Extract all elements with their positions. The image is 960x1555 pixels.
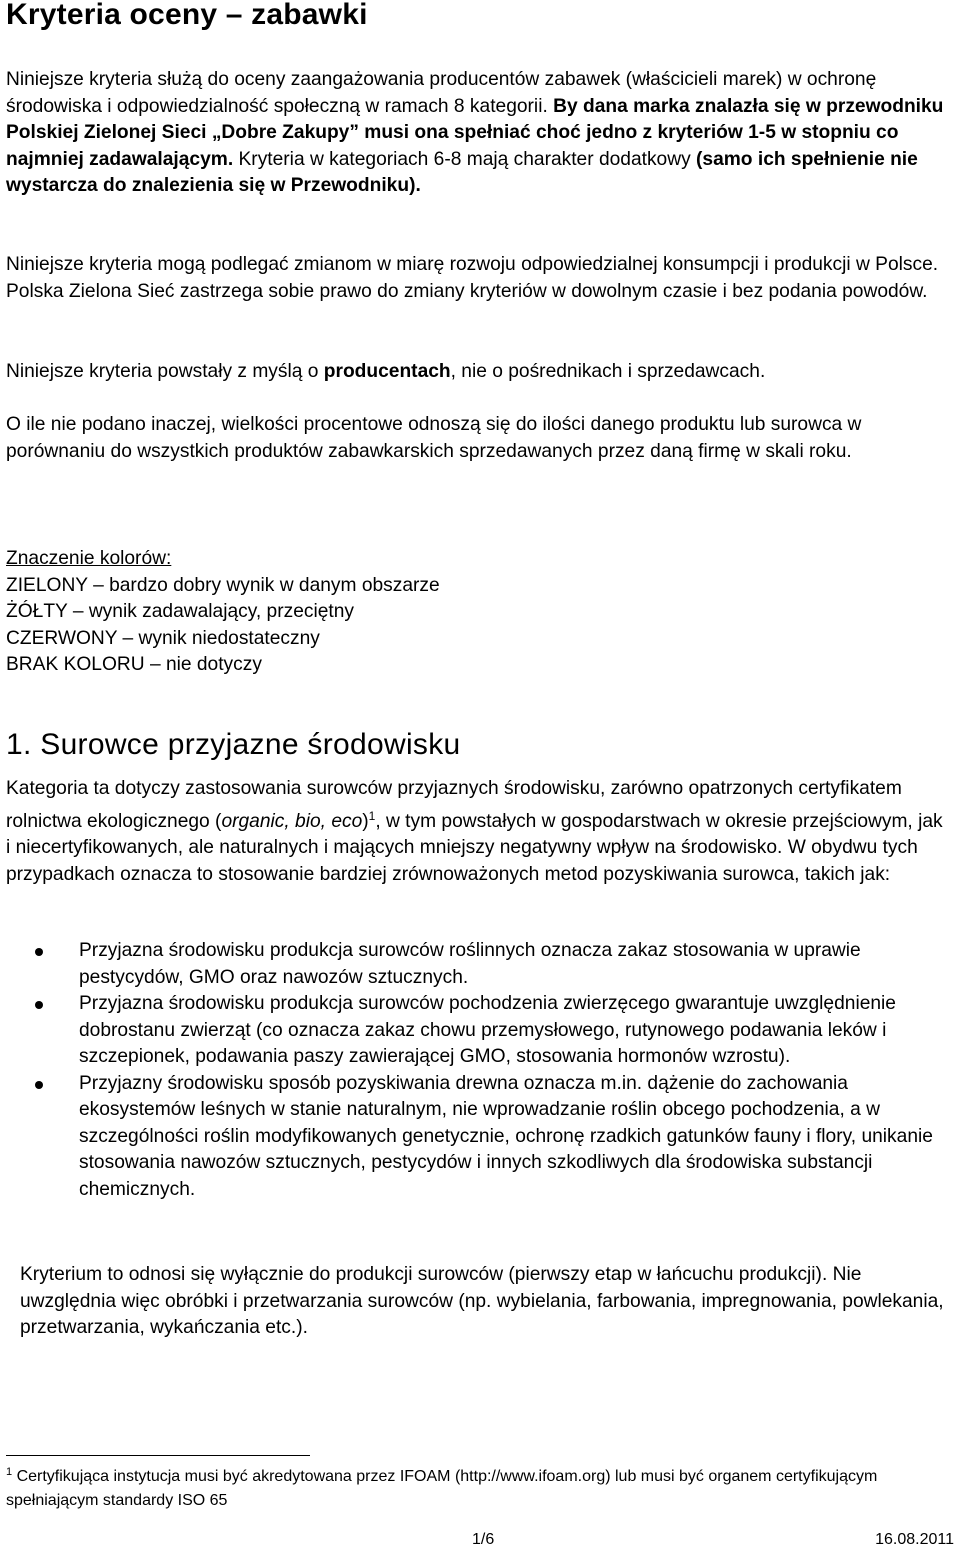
section-intro-paren: ) [362,810,369,832]
intro-p3-text: Niniejsze kryteria powstały z myślą o [6,361,324,382]
section-heading: 1. Surowce przyjazne środowisku [6,728,461,761]
section-intro-text: Kategoria ta dotyczy zastosowania surowców przyjaznych środowisku, zarówno opatrzonych certyfikatem rolnictwa ekologicznego ( [6,778,902,832]
intro-paragraph-4: O ile nie podano inaczej, wielkości procentowe odnoszą się do ilości danego produktu lub surowca w porównaniu do wszystkich produktów zabawkarskich sprzedawanych przez daną firmę w skali roku. [6,414,862,462]
intro-p3-bold: producentach [323,361,451,382]
legend-item-green: ZIELONY – bardzo dobry wynik w danym obszarze [6,574,440,596]
list-item-text: Przyjazna środowisku produkcja surowców roślinnych oznacza zakaz stosowania w uprawie pestycydów, GMO oraz nawozów sztucznych. [79,940,861,988]
list-item-text: Przyjazny środowisku sposób pozyskiwania drewna oznacza m.in. dążenie do zachowania ekosystemów leśnych w stanie naturalnym, nie wprowadzanie roślin obcego pochodzenia, a w szczególności roślin modyfikowanych genetycznie, ochronę rzadkich gatunków fauny i flory, unikanie stosowania nawozów sztucznych, pestycydów i innych szkodliwych dla środowiska substancji chemicznych. [79,1072,933,1200]
intro-bold-requirement: By dana marka znalazła się w przewodniku Polskiej Zielonej Sieci „Dobre Zakupy” musi ona spełniać choć jedno z kryteriów 1-5 w stopniu co najmniej zadawalającym. [6,95,944,170]
footnote-reference: 1 [368,808,376,823]
section-intro-italic: organic, bio, eco [221,810,363,832]
legend-title: Znaczenie kolorów: [6,548,172,569]
page-number: 1/6 [472,1531,495,1548]
page-date: 16.08.2011 [875,1531,954,1548]
footnote-mark: 1 [6,1466,13,1478]
section-note: Kryterium to odnosi się wyłącznie do produkcji surowców (pierwszy etap w łańcuchu produkcji). Nie uwzględnia więc obróbki i przetwarzania surowców (np. wybielania, farbowania, impregnowania, powlekania, przetwarzania, wykańczania etc.). [20,1264,944,1338]
footnote [6,1460,946,1513]
list-item [6,938,946,991]
intro-text: Niniejsze kryteria służą do oceny zaangażowania producentów zabawek (właścicieli marek) w ochronę środowiska i odpowiedzialność społeczną w ramach 8 kategorii. [6,69,877,117]
legend-item-none: BRAK KOLORU – nie dotyczy [6,654,262,675]
legend-item-red: CZERWONY – wynik niedostateczny [6,627,320,649]
footnote-divider [6,1455,310,1456]
criteria-bullet-list [6,938,946,1203]
section-intro-text-end: , w tym powstałych w gospodarstwach w okresie przejściowym, jak i niecertyfikowanych, ale naturalnych i mających mniejszy negatywny wpływ na środowisko. W obydwu tych przypadkach oznacza to stosowanie bardziej zrównoważonych metod pozyskiwania surowca, takich jak: [6,810,943,885]
list-item [6,1071,946,1204]
color-legend [6,546,440,679]
document-title: Kryteria oceny – zabawki [6,0,368,31]
intro-paragraph-2: Niniejsze kryteria mogą podlegać zmianom w miarę rozwoju odpowiedzialnej konsumpcji i produkcji w Polsce. Polska Zielona Sieć zastrzega sobie prawo do zmiany kryteriów w dowolnym czasie i bez podania powodów. [6,254,939,302]
legend-item-yellow: ŻÓŁTY – wynik zadawalający, przeciętny [6,601,355,622]
bullet-icon [35,1081,43,1089]
intro-text-additional: Kryteria w kategoriach 6-8 mają charakter dodatkowy [233,148,697,170]
section-intro [6,776,951,888]
bullet-icon [35,948,43,956]
list-item [6,991,946,1071]
intro-paragraph-1 [6,67,951,200]
list-item-text: Przyjazna środowisku produkcja surowców pochodzenia zwierzęcego gwarantuje uwzględnienie dobrostanu zwierząt (co oznacza zakaz chowu przemysłowego, rutynowego podawania leków i szczepionek, podawania paszy zawierającej GMO, stosowania hormonów wzrostu). [79,993,896,1067]
bullet-icon [35,1001,43,1009]
intro-paragraph-3 [6,359,951,386]
intro-bold-note: (samo ich spełnienie nie wystarcza do znalezienia się w Przewodniku). [6,148,918,196]
footnote-text: Certyfikująca instytucja musi być akredytowana przez IFOAM (http://www.ifoam.org) lub musi być organem certyfikującym spełniającym standardy ISO 65 [6,1468,878,1509]
intro-p3-text-end: , nie o pośrednikach i sprzedawcach. [450,361,766,382]
